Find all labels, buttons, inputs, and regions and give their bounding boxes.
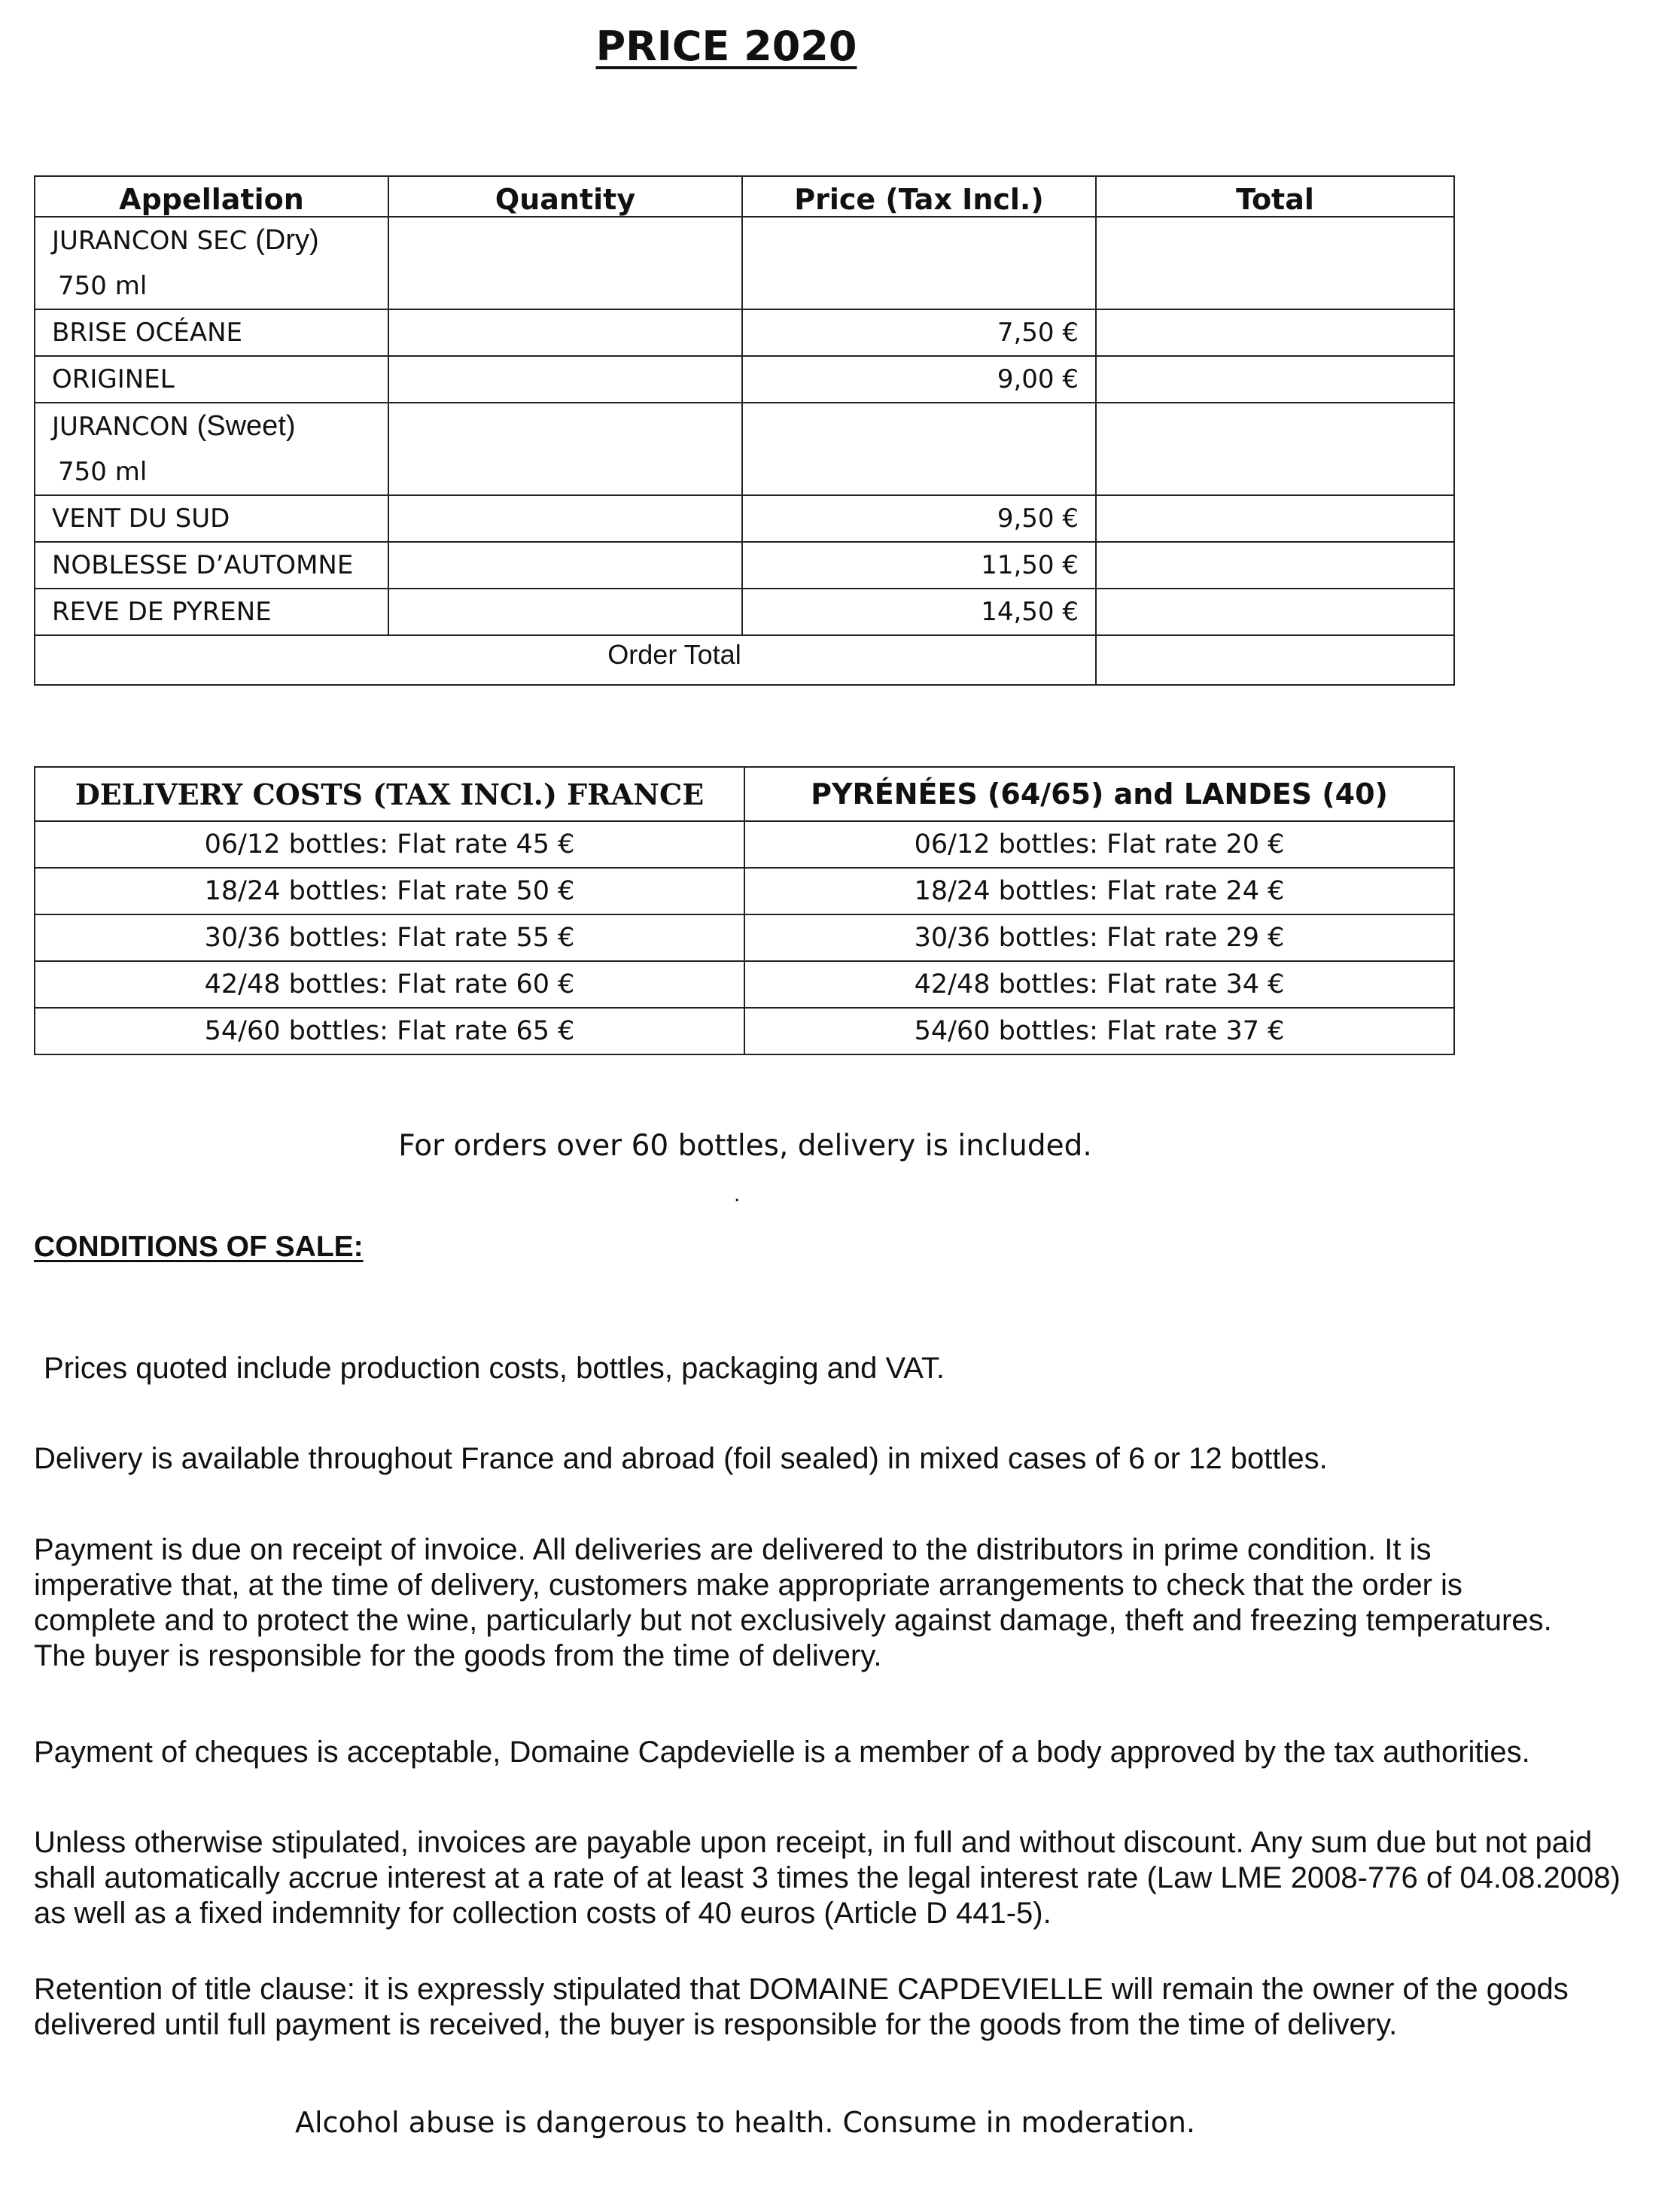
regional-rate: 06/12 bottles: Flat rate 20 € xyxy=(744,821,1454,868)
wine-price: 7,50 € xyxy=(742,309,1096,356)
conditions-paragraph: Retention of title clause: it is expressly stipulated that DOMAINE CAPDEVIELLE will remain the owner of the goods delivered until full payment is received, the buyer is responsible for the goods from the time of delivery. xyxy=(34,1973,1569,2041)
total-cell[interactable] xyxy=(1096,542,1454,589)
group-name: JURANCON xyxy=(52,412,189,442)
stray-mark: . xyxy=(734,1182,741,1206)
conditions-heading: CONDITIONS OF SALE: xyxy=(34,1231,364,1263)
order-total-row xyxy=(35,635,1454,685)
price-cell xyxy=(742,217,1096,309)
total-cell[interactable] xyxy=(1096,309,1454,356)
regional-delivery-header: PYRÉNÉES (64/65) and LANDES (40) xyxy=(744,767,1454,821)
conditions-paragraph: Prices quoted include production costs, bottles, packaging and VAT. xyxy=(44,1352,945,1385)
conditions-paragraph: Payment is due on receipt of invoice. All deliveries are delivered to the distributors in prime condition. It is imperative that, at the time of delivery, customers make appropriate arrangements to check that the order is complete and to protect the wine, particularly but not exclusively against damage, theft and freezing temperatures. The buyer is responsible for the goods from the time of delivery. xyxy=(34,1533,1552,1672)
price-header: Price (Tax Incl.) xyxy=(742,176,1096,217)
conditions-paragraph: Payment of cheques is acceptable, Domaine Capdevielle is a member of a body approved by the tax authorities. xyxy=(34,1736,1530,1769)
order-total-cell[interactable] xyxy=(1096,635,1454,685)
total-cell[interactable] xyxy=(1096,403,1454,495)
france-rate: 18/24 bottles: Flat rate 50 € xyxy=(35,868,744,914)
delivery-costs-table xyxy=(34,766,1455,1055)
delivery-row xyxy=(35,914,1454,961)
group-qualifier: (Dry) xyxy=(255,224,319,256)
france-rate: 30/36 bottles: Flat rate 55 € xyxy=(35,914,744,961)
wine-price: 11,50 € xyxy=(742,542,1096,589)
wine-price: 9,00 € xyxy=(742,356,1096,403)
wine-price: 9,50 € xyxy=(742,495,1096,542)
group-size: 750 ml xyxy=(58,457,148,487)
quantity-header: Quantity xyxy=(388,176,742,217)
quantity-cell[interactable] xyxy=(388,589,742,635)
quantity-cell[interactable] xyxy=(388,217,742,309)
quantity-cell[interactable] xyxy=(388,309,742,356)
group-row-sweet xyxy=(35,403,1454,495)
delivery-row xyxy=(35,1008,1454,1054)
wine-row xyxy=(35,356,1454,403)
group-size: 750 ml xyxy=(58,271,148,301)
wine-row xyxy=(35,542,1454,589)
quantity-cell[interactable] xyxy=(388,356,742,403)
health-warning: Alcohol abuse is dangerous to health. Consume in moderation. xyxy=(295,2106,1195,2139)
quantity-cell[interactable] xyxy=(388,403,742,495)
delivery-row xyxy=(35,821,1454,868)
regional-rate: 54/60 bottles: Flat rate 37 € xyxy=(744,1008,1454,1054)
order-total-label xyxy=(35,635,1096,685)
regional-rate: 30/36 bottles: Flat rate 29 € xyxy=(744,914,1454,961)
total-cell[interactable] xyxy=(1096,589,1454,635)
total-cell[interactable] xyxy=(1096,356,1454,403)
delivery-note: For orders over 60 bottles, delivery is included. xyxy=(398,1129,1092,1163)
group-name: JURANCON SEC xyxy=(52,226,248,256)
page-title: PRICE 2020 xyxy=(595,23,857,70)
conditions-paragraph: Unless otherwise stipulated, invoices are payable upon receipt, in full and without discount. Any sum due but not paid shall automatically accrue interest at a rate of at least 3 times the legal interest rate (Law LME 2008-776 of 04.08.2008) as well as a fixed indemnity for collection costs of 40 euros (Article D 441-5). xyxy=(34,1826,1621,1930)
group-label xyxy=(35,217,388,309)
wine-name: NOBLESSE D’AUTOMNE xyxy=(35,542,388,589)
wine-name: REVE DE PYRENE xyxy=(35,589,388,635)
group-row-dry xyxy=(35,217,1454,309)
wine-name: BRISE OCÉANE xyxy=(35,309,388,356)
total-cell[interactable] xyxy=(1096,495,1454,542)
price-table-header-row xyxy=(35,176,1454,217)
price-cell xyxy=(742,403,1096,495)
group-label xyxy=(35,403,388,495)
france-rate: 42/48 bottles: Flat rate 60 € xyxy=(35,961,744,1008)
quantity-cell[interactable] xyxy=(388,542,742,589)
wine-row xyxy=(35,309,1454,356)
regional-rate: 42/48 bottles: Flat rate 34 € xyxy=(744,961,1454,1008)
france-rate: 06/12 bottles: Flat rate 45 € xyxy=(35,821,744,868)
conditions-paragraph: Delivery is available throughout France and abroad (foil sealed) in mixed cases of 6 or 12 bottles. xyxy=(34,1442,1328,1475)
regional-rate: 18/24 bottles: Flat rate 24 € xyxy=(744,868,1454,914)
wine-row xyxy=(35,495,1454,542)
order-total-text: Order Total xyxy=(607,639,741,670)
wine-row xyxy=(35,589,1454,635)
wine-name: VENT DU SUD xyxy=(35,495,388,542)
france-rate: 54/60 bottles: Flat rate 65 € xyxy=(35,1008,744,1054)
delivery-row xyxy=(35,961,1454,1008)
wine-price: 14,50 € xyxy=(742,589,1096,635)
wine-name: ORIGINEL xyxy=(35,356,388,403)
france-delivery-header: DELIVERY COSTS (TAX INCl.) FRANCE xyxy=(35,767,744,821)
quantity-cell[interactable] xyxy=(388,495,742,542)
price-table xyxy=(34,175,1455,686)
total-header: Total xyxy=(1096,176,1454,217)
appellation-header: Appellation xyxy=(35,176,388,217)
total-cell[interactable] xyxy=(1096,217,1454,309)
group-qualifier: (Sweet) xyxy=(196,410,296,442)
delivery-row xyxy=(35,868,1454,914)
delivery-header-row xyxy=(35,767,1454,821)
